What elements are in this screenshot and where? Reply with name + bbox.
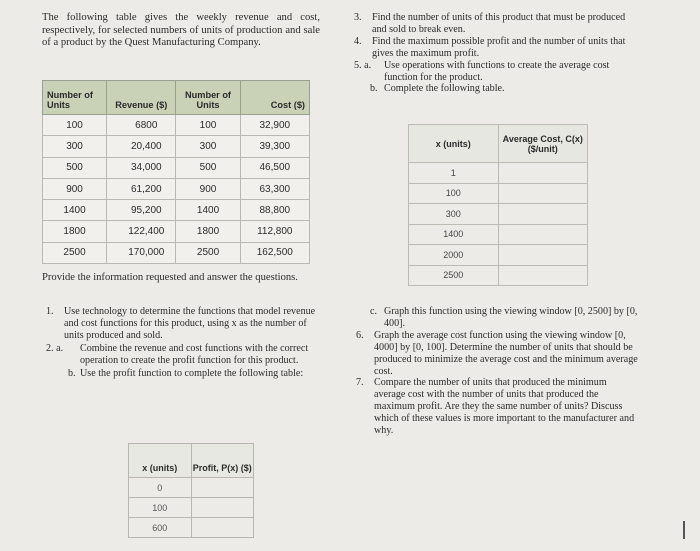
cell: 100 (43, 115, 107, 136)
answer-cell[interactable] (498, 224, 588, 245)
question-number: 2. a. (46, 342, 64, 354)
table-row (409, 204, 588, 225)
question-4 (354, 36, 634, 60)
question-7 (356, 377, 638, 437)
header-average-cost: Average Cost, C(x) ($/unit) (498, 125, 588, 163)
table-row (43, 221, 310, 242)
question-text: Combine the revenue and cost functions with the correct operation to create the profit function for this product. (80, 342, 309, 366)
revenue-cost-table (42, 80, 310, 264)
table-row (43, 115, 310, 136)
question-text: Find the maximum possible profit and the number of units that gives the maximum profit. (372, 35, 626, 59)
cell: 95,200 (107, 200, 176, 221)
table-row (43, 136, 310, 157)
question-number: c. (370, 306, 378, 317)
cell: 100 (129, 498, 192, 518)
question-text: Find the number of units of this product that must be produced and sold to break even. (372, 12, 626, 35)
answer-cell[interactable] (191, 498, 254, 518)
question-number: 3. (354, 12, 362, 23)
answer-cell[interactable] (498, 163, 588, 184)
table-row (409, 265, 588, 286)
answer-cell[interactable] (498, 265, 588, 286)
question-number: b. (370, 83, 378, 95)
cell: 32,900 (240, 115, 309, 136)
question-number: 4. (354, 35, 362, 47)
cell: 2500 (43, 242, 107, 263)
question-number: b. (68, 367, 76, 379)
question-text: Compare the number of units that produced the minimum average cost with the number of units that produced the maximum profit. Are they the same number of units? Discuss which of these values is more important to the manufacturer and why. (374, 377, 635, 437)
question-1 (42, 306, 320, 342)
cell: 162,500 (240, 242, 309, 263)
cell: 0 (129, 478, 192, 498)
question-2a (42, 343, 320, 367)
question-text: Use operations with functions to create the average cost function for the product. (384, 59, 610, 83)
question-text: Graph the average cost function using the viewing window [0, 4000] by [0, 100]. Determine the number of units that should be produced to minimize the average cost and the minimum average cost. (374, 329, 638, 377)
question-number: 5. a. (354, 59, 372, 71)
question-2b (42, 368, 320, 380)
cell: 100 (409, 183, 499, 204)
cell: 88,800 (240, 200, 309, 221)
cell: 300 (43, 136, 107, 157)
cell: 170,000 (107, 242, 176, 263)
header-x-units: x (units) (409, 125, 499, 163)
header-units-2: Number of Units (176, 81, 240, 115)
cell: 900 (43, 178, 107, 199)
cell: 500 (43, 157, 107, 178)
cell: 122,400 (107, 221, 176, 242)
cell: 2500 (409, 265, 499, 286)
cell: 600 (129, 518, 192, 538)
cell: 112,800 (240, 221, 309, 242)
cell: 300 (176, 136, 240, 157)
table-row (409, 163, 588, 184)
header-units-1: Number of Units (43, 81, 107, 115)
question-5b (354, 83, 634, 95)
question-3 (354, 12, 634, 36)
table-row (129, 478, 254, 498)
header-cost: Cost ($) (240, 81, 309, 115)
cell: 300 (409, 204, 499, 225)
cell: 20,400 (107, 136, 176, 157)
table-row (43, 178, 310, 199)
cell: 46,500 (240, 157, 309, 178)
table-row (43, 242, 310, 263)
cell: 1 (409, 163, 499, 184)
question-text: Use the profit function to complete the following table: (80, 367, 304, 379)
cell: 39,300 (240, 136, 309, 157)
table-row (409, 183, 588, 204)
question-number: 7. (356, 377, 364, 389)
question-text: Complete the following table. (384, 83, 505, 95)
question-number: 1. (46, 306, 54, 317)
cell: 2500 (176, 242, 240, 263)
header-revenue: Revenue ($) (107, 81, 176, 115)
cell: 500 (176, 157, 240, 178)
table-row (129, 498, 254, 518)
cell: 900 (176, 178, 240, 199)
table-row (129, 518, 254, 538)
table-row (43, 200, 310, 221)
questions-right-top (354, 12, 634, 95)
table-header-row (129, 444, 254, 478)
answer-cell[interactable] (498, 183, 588, 204)
question-text: Use technology to determine the functions that model revenue and cost functions for this product, using x as the number of units produced and sold. (64, 306, 316, 341)
question-text: Graph this function using the viewing window [0, 2500] by [0, 400]. (384, 306, 638, 329)
answer-cell[interactable] (191, 478, 254, 498)
header-x-units: x (units) (129, 444, 192, 478)
average-cost-table (408, 124, 588, 286)
header-profit: Profit, P(x) ($) (191, 444, 254, 478)
cell: 1400 (176, 200, 240, 221)
cell: 100 (176, 115, 240, 136)
answer-cell[interactable] (498, 204, 588, 225)
question-5c (356, 306, 638, 330)
question-5a (354, 60, 634, 84)
profit-table (128, 443, 254, 538)
cell: 6800 (107, 115, 176, 136)
cell: 1400 (43, 200, 107, 221)
text-cursor (683, 521, 685, 539)
cell: 1800 (176, 221, 240, 242)
questions-right-bottom (356, 306, 638, 437)
cell: 1400 (409, 224, 499, 245)
table-header-row (409, 125, 588, 163)
answer-cell[interactable] (498, 245, 588, 266)
table-row (409, 224, 588, 245)
questions-left (42, 306, 320, 380)
cell: 63,300 (240, 178, 309, 199)
table-row (43, 157, 310, 178)
question-number: 6. (356, 329, 364, 341)
answer-cell[interactable] (191, 518, 254, 538)
cell: 2000 (409, 245, 499, 266)
intro-paragraph: The following table gives the weekly revenue and cost, respectively, for selected numbers of units of production and sale of a product by the Quest Manufacturing Company. (42, 12, 320, 49)
question-6 (356, 330, 638, 378)
table-header-row (43, 81, 310, 115)
table-row (409, 245, 588, 266)
cell: 34,000 (107, 157, 176, 178)
cell: 61,200 (107, 178, 176, 199)
cell: 1800 (43, 221, 107, 242)
instructions-text: Provide the information requested and answer the questions. (42, 272, 298, 283)
